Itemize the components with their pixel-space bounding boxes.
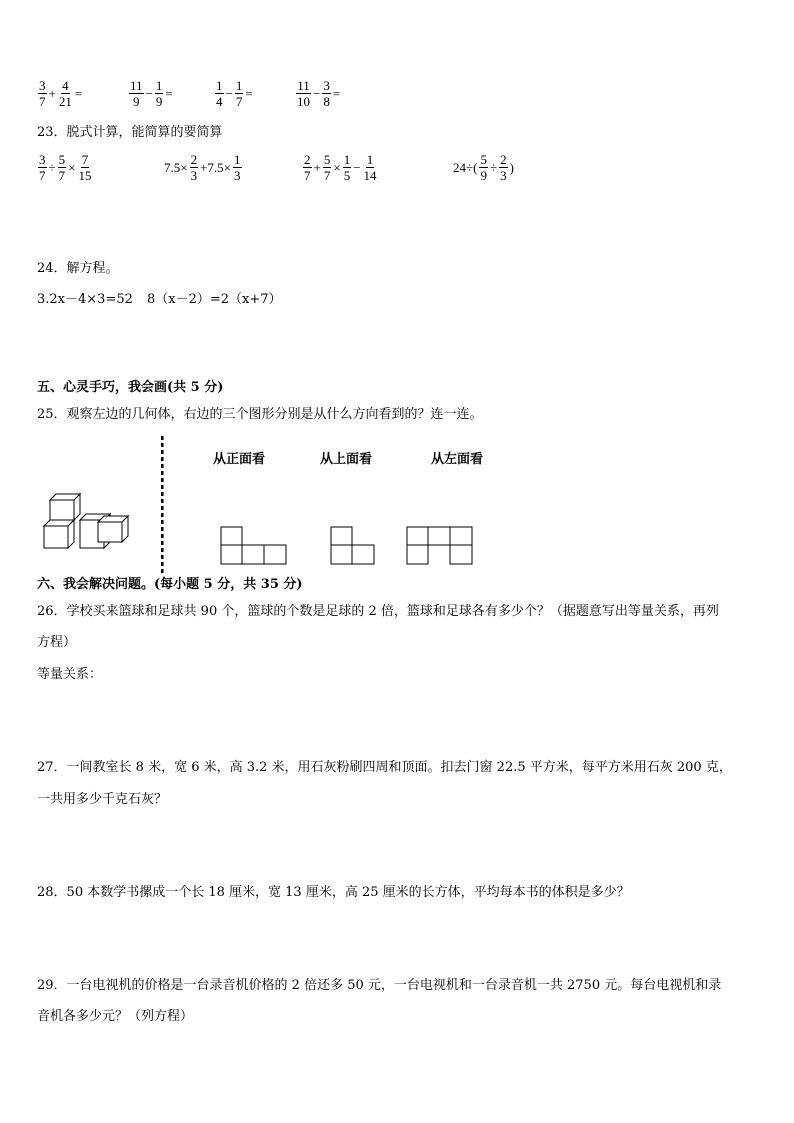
dashed-divider bbox=[159, 436, 165, 576]
fraction bbox=[499, 152, 508, 183]
numerator: 4 bbox=[62, 78, 69, 93]
operator: × bbox=[333, 159, 341, 175]
numerator: 3 bbox=[323, 78, 330, 93]
fraction bbox=[38, 78, 47, 109]
numerator: 11 bbox=[130, 78, 143, 93]
fraction bbox=[363, 152, 378, 183]
fraction bbox=[190, 152, 199, 183]
q23-title: 23．脱式计算，能简算的要简算 bbox=[37, 125, 223, 140]
expr-1-4 bbox=[295, 78, 341, 109]
operator: ) bbox=[509, 159, 514, 175]
q26-relation-label: 等量关系： bbox=[37, 667, 103, 682]
denominator: 7 bbox=[39, 168, 46, 183]
fraction bbox=[296, 78, 311, 109]
q24-title: 24．解方程。 bbox=[37, 261, 119, 276]
denominator: 9 bbox=[480, 168, 487, 183]
section-5-heading: 五、心灵手巧，我会画(共 5 分) bbox=[37, 380, 224, 395]
denominator: 21 bbox=[58, 94, 72, 109]
fraction bbox=[58, 78, 73, 109]
operator: × bbox=[68, 159, 76, 175]
denominator: 3 bbox=[500, 168, 507, 183]
section-6-heading: 六、我会解决问题。(每小题 5 分，共 35 分) bbox=[37, 577, 303, 592]
denominator: 15 bbox=[78, 168, 92, 183]
q29-line-2: 音机各多少元？（列方程） bbox=[37, 1009, 194, 1024]
operator: + bbox=[313, 159, 321, 175]
fraction bbox=[323, 152, 332, 183]
view-grid-shape-2 bbox=[330, 526, 376, 566]
fraction bbox=[233, 152, 242, 183]
numerator: 5 bbox=[58, 152, 66, 167]
operator: − bbox=[353, 159, 361, 175]
operator: ÷ bbox=[489, 159, 498, 175]
numerator: 1 bbox=[235, 78, 243, 93]
view-grid-shape-3 bbox=[406, 526, 474, 566]
denominator: 10 bbox=[297, 94, 310, 109]
numerator: 2 bbox=[500, 152, 507, 167]
denominator: 7 bbox=[39, 94, 46, 109]
expr-1-3 bbox=[214, 78, 254, 109]
numerator: 5 bbox=[480, 152, 487, 167]
cube-solid-figure bbox=[40, 486, 142, 550]
denominator: 9 bbox=[133, 94, 140, 109]
numerator: 3 bbox=[39, 78, 46, 93]
q25-text: 25．观察左边的几何体，右边的三个图形分别是从什么方向看到的？连一连。 bbox=[37, 407, 483, 422]
q23-expr-3 bbox=[302, 152, 379, 183]
q27-line-2: 一共用多少千克石灰？ bbox=[37, 792, 168, 807]
numerator: 1 bbox=[234, 152, 241, 167]
fraction bbox=[155, 78, 164, 109]
denominator: 3 bbox=[234, 168, 241, 183]
equals-sign: = bbox=[245, 85, 253, 101]
fraction bbox=[322, 78, 331, 109]
operator: − bbox=[225, 85, 233, 101]
label-front-view: 从正面看 bbox=[213, 452, 266, 467]
q26-line-2: 方程） bbox=[37, 635, 77, 650]
numerator: 1 bbox=[216, 78, 223, 93]
fraction bbox=[58, 152, 67, 183]
expr-1-1 bbox=[37, 78, 83, 109]
q23-expr-4 bbox=[452, 152, 515, 183]
numerator: 2 bbox=[304, 152, 311, 167]
numerator: 1 bbox=[366, 152, 374, 167]
fraction bbox=[479, 152, 488, 183]
fraction bbox=[343, 152, 352, 183]
q23-expr-1 bbox=[37, 152, 93, 183]
label-left-view: 从左面看 bbox=[431, 452, 484, 467]
fraction bbox=[235, 78, 244, 109]
q28-text: 28．50 本数学书摞成一个长 18 厘米，宽 13 厘米，高 25 厘米的长方体，平均每本书的体积是多少？ bbox=[37, 885, 630, 900]
denominator: 9 bbox=[155, 94, 163, 109]
denominator: 3 bbox=[190, 168, 198, 183]
numerator: 7 bbox=[81, 152, 89, 167]
operator: 24÷( bbox=[453, 159, 478, 175]
numerator: 1 bbox=[343, 152, 351, 167]
fraction bbox=[38, 152, 47, 183]
label-top-view: 从上面看 bbox=[320, 452, 373, 467]
equals-sign: = bbox=[165, 85, 173, 101]
operator: + bbox=[48, 85, 56, 101]
equals-sign: = bbox=[74, 85, 83, 101]
fraction bbox=[215, 78, 224, 109]
view-grid-shape-1 bbox=[220, 526, 288, 566]
denominator: 7 bbox=[235, 94, 243, 109]
q23-expr-2 bbox=[163, 152, 243, 183]
q26-line-1: 26．学校买来篮球和足球共 90 个，篮球的个数是足球的 2 倍，篮球和足球各有多少个？（据题意写出等量关系，再列 bbox=[37, 604, 719, 619]
operator: ÷ bbox=[48, 159, 56, 175]
q27-line-1: 27．一间教室长 8 米，宽 6 米，高 3.2 米，用石灰粉刷四周和顶面。扣去门窗 22.5 平方米，每平方米用石灰 200 克， bbox=[37, 760, 732, 775]
equals-sign: = bbox=[332, 85, 341, 101]
numerator: 11 bbox=[297, 78, 310, 93]
q29-line-1: 29．一台电视机的价格是一台录音机价格的 2 倍还多 50 元，一台电视机和一台录音机一共 2750 元。每台电视机和录 bbox=[37, 978, 722, 993]
numerator: 3 bbox=[39, 152, 46, 167]
operator: +7.5× bbox=[200, 159, 232, 175]
operator: − bbox=[145, 85, 153, 101]
q24-equation-2: 8（x－2）=2（x+7） bbox=[147, 292, 282, 307]
numerator: 1 bbox=[155, 78, 163, 93]
denominator: 4 bbox=[216, 94, 223, 109]
q24-equation-1: 3.2x－4×3=52 bbox=[37, 292, 133, 307]
fraction bbox=[129, 78, 144, 109]
denominator: 7 bbox=[58, 168, 66, 183]
fraction bbox=[77, 152, 92, 183]
expr-1-2 bbox=[128, 78, 174, 109]
operator: − bbox=[313, 85, 321, 101]
denominator: 7 bbox=[304, 168, 311, 183]
fraction bbox=[303, 152, 312, 183]
numerator: 5 bbox=[323, 152, 331, 167]
denominator: 14 bbox=[363, 168, 377, 183]
denominator: 7 bbox=[323, 168, 331, 183]
numerator: 2 bbox=[190, 152, 198, 167]
denominator: 5 bbox=[343, 168, 351, 183]
operator: 7.5× bbox=[164, 159, 188, 175]
denominator: 8 bbox=[323, 94, 330, 109]
